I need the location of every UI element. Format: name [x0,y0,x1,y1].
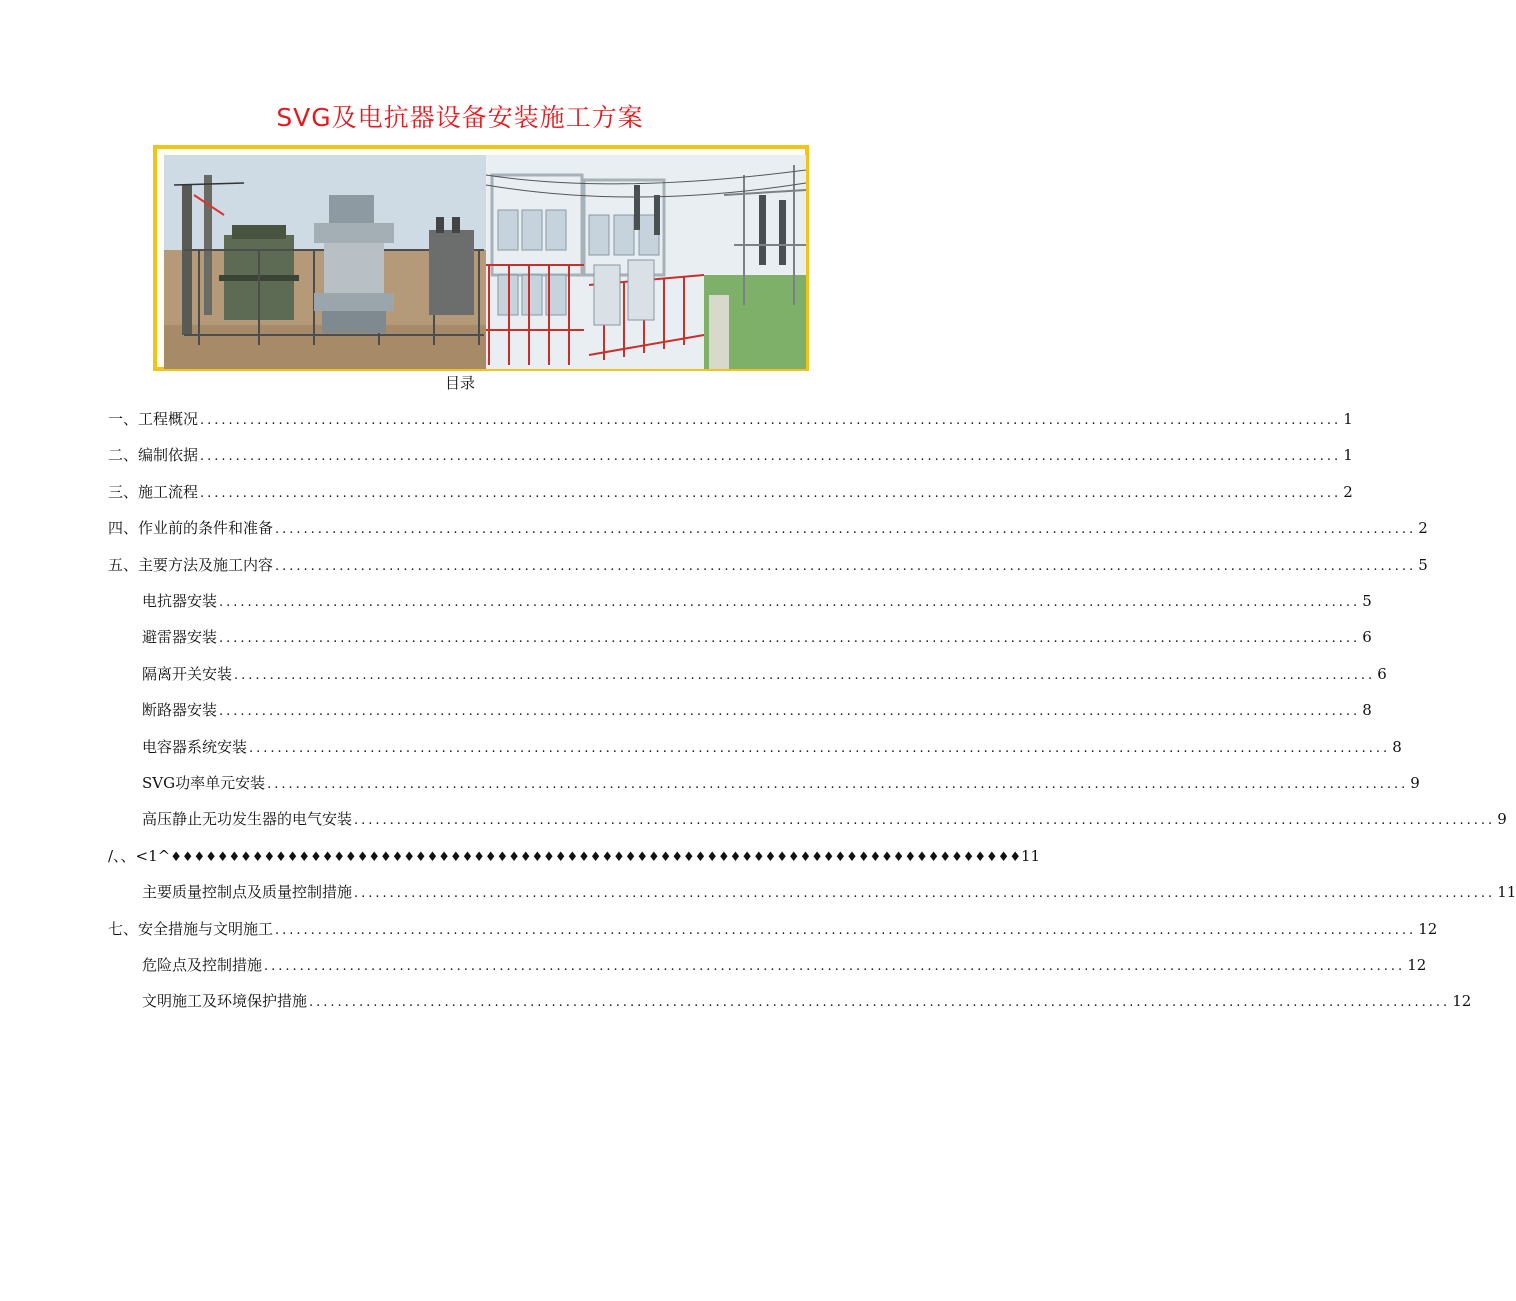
toc-entry[interactable] [142,954,1427,976]
toc-dot-leader: ................................................................................................................................................................ [200,449,1342,465]
document-title: SVG及电抗器设备安装施工方案 [276,103,644,132]
toc-entry-page: 12 [1452,992,1472,1011]
toc-entry-page: 8 [1362,701,1372,720]
toc-entry-page: 11 [1021,846,1041,865]
toc-entry[interactable] [142,990,1472,1012]
toc-entry-label: 电抗器安装 [142,592,218,610]
toc-entry[interactable] [142,626,1372,648]
toc-entry-label: 断路器安装 [142,701,218,720]
reactor-equipment-photo [164,155,486,369]
toc-entry[interactable] [108,918,1438,940]
toc-heading: 目录 [444,374,475,392]
toc-entry-page: 1 [1343,446,1353,465]
toc-entry[interactable] [108,408,1353,430]
toc-entry-label: /、、<1^ [108,846,171,865]
toc-entry[interactable] [142,736,1402,758]
toc-entry-page: 2 [1343,482,1353,501]
toc-entry[interactable] [142,772,1420,794]
toc-entry[interactable] [108,444,1353,466]
toc-entry[interactable] [142,699,1372,721]
toc-dot-leader: ................................................................................................................................................................ [354,886,1496,902]
toc-entry[interactable] [108,481,1353,503]
toc-entry-label: 高压静止无功发生器的电气安装 [142,810,353,829]
toc-entry-label: SVG功率单元安装 [142,774,266,792]
toc-entry-label: 二、编制依据 [108,446,199,465]
toc-entry-label: 隔离开关安装 [142,664,233,683]
toc-dot-leader: ................................................................................................................................................................ [275,922,1417,938]
toc-entry[interactable] [108,554,1428,576]
toc-entry-label: 五、主要方法及施工内容 [108,555,274,574]
toc-dot-leader: ♦♦♦♦♦♦♦♦♦♦♦♦♦♦♦♦♦♦♦♦♦♦♦♦♦♦♦♦♦♦♦♦♦♦♦♦♦♦♦♦♦♦♦♦♦♦♦♦♦♦♦♦♦♦♦♦♦♦♦♦♦♦♦♦♦♦♦♦♦♦♦♦♦ [170,849,1021,865]
toc-entry[interactable] [108,845,1041,867]
toc-dot-leader: ................................................................................................................................................................ [234,667,1376,683]
toc-entry-page: 12 [1418,919,1438,938]
toc-entry[interactable] [142,590,1372,612]
substation-capacitor-photo [486,155,806,369]
toc-entry-page: 1 [1343,410,1353,428]
toc-entry-label: 危险点及控制措施 [142,956,263,974]
toc-dot-leader: ................................................................................................................................................................ [200,485,1342,501]
toc-entry-label: 四、作业前的条件和准备 [108,519,274,538]
toc-dot-leader: ................................................................................................................................................................ [264,959,1406,974]
toc-dot-leader: ................................................................................................................................................................ [275,522,1417,538]
toc-entry[interactable] [142,808,1507,830]
toc-entry[interactable] [142,663,1387,685]
toc-entry-label: 电容器系统安装 [142,737,248,756]
toc-entry-page: 9 [1497,810,1507,829]
toc-entry-page: 6 [1377,664,1387,683]
toc-entry-page: 6 [1362,628,1372,647]
toc-entry-page: 5 [1362,592,1372,610]
toc-entry-label: 文明施工及环境保护措施 [142,992,308,1011]
toc-dot-leader: ................................................................................................................................................................ [275,558,1417,574]
toc-dot-leader: ................................................................................................................................................................ [219,595,1361,610]
toc-entry-label: 三、施工流程 [108,482,199,501]
toc-dot-leader: ................................................................................................................................................................ [267,777,1409,792]
toc-entry-page: 5 [1418,555,1428,574]
toc-dot-leader: ................................................................................................................................................................ [309,995,1451,1011]
toc-entry[interactable] [108,517,1428,539]
toc-dot-leader: ................................................................................................................................................................ [200,413,1342,428]
toc-dot-leader: ................................................................................................................................................................ [249,740,1391,756]
toc-dot-leader: ................................................................................................................................................................ [219,631,1361,647]
toc-entry-page: 9 [1410,774,1420,792]
toc-entry-label: 一、工程概况 [108,410,199,428]
toc-dot-leader: ................................................................................................................................................................ [354,813,1496,829]
toc-entry-page: 12 [1407,956,1427,974]
cover-image [164,155,806,369]
cover-image-banner [153,145,809,371]
toc-entry-label: 避雷器安装 [142,628,218,647]
toc-entry[interactable] [142,881,1516,903]
toc-entry-page: 8 [1392,737,1402,756]
toc-dot-leader: ................................................................................................................................................................ [219,704,1361,720]
toc-entry-page: 2 [1418,519,1428,538]
toc-entry-page: 11 [1497,883,1516,902]
toc-entry-label: 主要质量控制点及质量控制措施 [142,883,353,902]
toc-entry-label: 七、安全措施与文明施工 [108,919,274,938]
